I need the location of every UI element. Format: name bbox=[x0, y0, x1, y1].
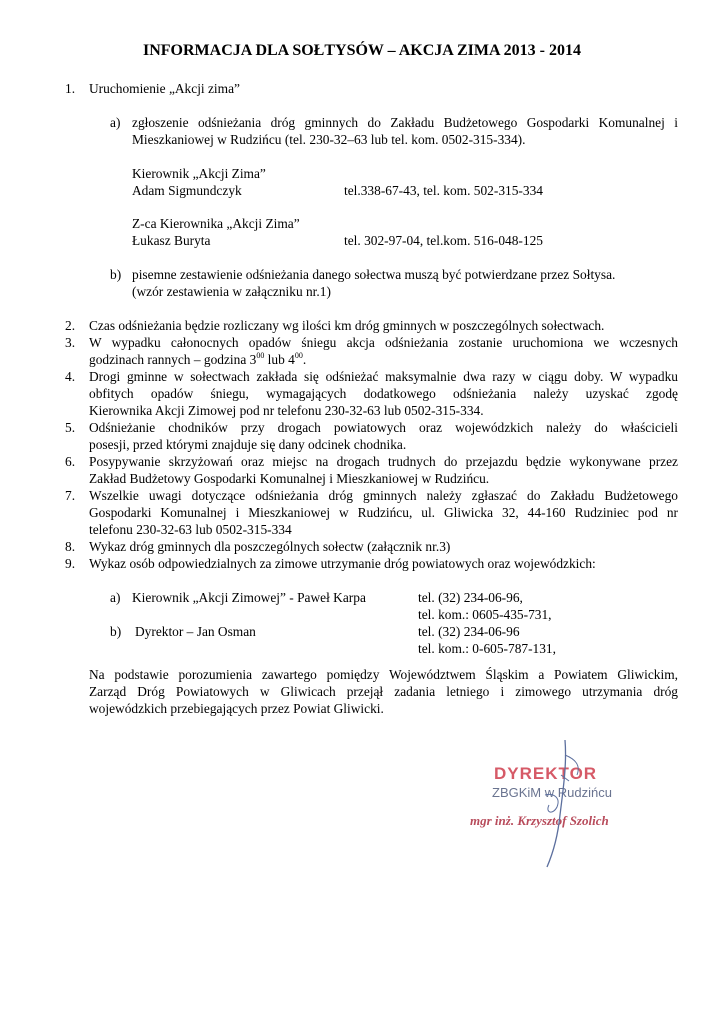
item-4-line-1: Drogi gminne w sołectwach zakłada się odśnieżać maksymalnie dwa razy w ciągu doby. W wypadku bbox=[89, 369, 678, 384]
item-number-3: 3. bbox=[65, 335, 76, 350]
item-7-line-2: Gospodarki Komunalnej i Mieszkaniowej w Rudzińcu, ul. Gliwicka 32, 44-160 Rudziniec pod nr bbox=[89, 505, 678, 520]
sub-item-b-line-2: (wzór zestawienia w załączniku nr.1) bbox=[132, 284, 331, 299]
contact-b-mobile: tel. kom.: 0-605-787-131, bbox=[418, 641, 556, 656]
contact-a-label: a) bbox=[110, 590, 121, 605]
item-6-line-2: Zakład Budżetowy Gospodarki Komunalnej i Mieszkaniowej w Rudzińcu. bbox=[89, 471, 490, 486]
item-7-line-3: telefonu 230-32-63 lub 0502-315-334 bbox=[89, 522, 292, 537]
sub-item-a-label: a) bbox=[110, 115, 121, 130]
item-1-text: Uruchomienie „Akcji zima” bbox=[89, 81, 240, 96]
item-number-1: 1. bbox=[65, 81, 76, 96]
item-number-2: 2. bbox=[65, 318, 76, 333]
item-2-text: Czas odśnieżania będzie rozliczany wg ilości km dróg gminnych w poszczególnych sołectwach. bbox=[89, 318, 605, 333]
item-number-9: 9. bbox=[65, 556, 76, 571]
item-3-line-2: godzinach rannych – godzina $3^{00}$ lub $4^{00}$. bbox=[89, 351, 307, 367]
item-8-text: Wykaz dróg gminnych dla poszczególnych sołectw (załącznik nr.3) bbox=[89, 539, 451, 554]
item-3-line-1: W wypadku całonocnych opadów śniegu akcja odśnieżania zostanie uruchomiona we wczesnych bbox=[89, 335, 678, 350]
item-number-4: 4. bbox=[65, 369, 76, 384]
item-number-8: 8. bbox=[65, 539, 76, 554]
item-5-line-2: posesji, przed którymi znajduje się dany odcinek chodnika. bbox=[89, 437, 407, 452]
contact-b-phone: tel. (32) 234-06-96 bbox=[418, 624, 520, 639]
document-title: INFORMACJA DLA SOŁTYSÓW – AKCJA ZIMA 2013 - 2014 bbox=[143, 42, 581, 59]
item-9-text: Wykaz osób odpowiedzialnych za zimowe utrzymanie dróg powiatowych oraz wojewódzkich: bbox=[89, 556, 596, 571]
stamp-name: mgr inż. Krzysztof Szolich bbox=[470, 813, 609, 828]
stamp-title: DYREKTOR bbox=[494, 764, 598, 783]
closing-line-1: Na podstawie porozumienia zawartego pomiędzy Województwem Śląskim a Powiatem Gliwickim, bbox=[89, 667, 678, 682]
zastepca-phone: tel. 302-97-04, tel.kom. 516-048-125 bbox=[344, 233, 543, 248]
signature bbox=[505, 735, 595, 875]
sub-item-a-line-1: zgłoszenie odśnieżania dróg gminnych do Zakładu Budżetowego Gospodarki Komunalnej i bbox=[132, 115, 678, 130]
item-4-line-3: Kierownika Akcji Zimowej pod nr telefonu 230-32-63 lub 0502-315-334. bbox=[89, 403, 484, 418]
stamp-organization: ZBGKiM w Rudzińcu bbox=[492, 785, 612, 800]
kierownik-phone: tel.338-67-43, tel. kom. 502-315-334 bbox=[344, 183, 543, 198]
contact-a-phone: tel. (32) 234-06-96, bbox=[418, 590, 523, 605]
item-number-6: 6. bbox=[65, 454, 76, 469]
item-number-7: 7. bbox=[65, 488, 76, 503]
item-4-line-2: obfitych opadów śniegu, wymagających dodatkowego odśnieżania należy uzyskać zgodę bbox=[89, 386, 678, 401]
zastepca-label: Z-ca Kierownika „Akcji Zima” bbox=[132, 216, 300, 231]
sub-item-a-line-2: Mieszkaniowej w Rudzińcu (tel. 230-32–63 lub tel. kom. 0502-315-334). bbox=[132, 132, 526, 147]
closing-line-2: Zarząd Dróg Powiatowych w Gliwicach przejął zadania letniego i zimowego utrzymania dróg bbox=[89, 684, 678, 699]
item-6-line-1: Posypywanie skrzyżowań oraz miejsc na drogach trudnych do przejazdu będzie wykonywane przez bbox=[89, 454, 678, 469]
kierownik-name: Adam Sigmundczyk bbox=[132, 183, 242, 198]
contact-b-label: b) bbox=[110, 624, 122, 639]
contact-a-name: Kierownik „Akcji Zimowej” - Paweł Karpa bbox=[132, 590, 366, 605]
contact-a-mobile: tel. kom.: 0605-435-731, bbox=[418, 607, 552, 622]
item-number-5: 5. bbox=[65, 420, 76, 435]
kierownik-label: Kierownik „Akcji Zima” bbox=[132, 166, 266, 181]
item-7-line-1: Wszelkie uwagi dotyczące odśnieżania dróg gminnych należy zgłaszać do Zakładu Budżetowego bbox=[89, 488, 678, 503]
sub-item-b-label: b) bbox=[110, 267, 122, 282]
closing-line-3: wojewódzkich przebiegających przez Powiat Gliwicki. bbox=[89, 701, 384, 716]
sub-item-b-line-1: pisemne zestawienie odśnieżania danego sołectwa muszą być potwierdzane przez Sołtysa. bbox=[132, 267, 616, 282]
zastepca-name: Łukasz Buryta bbox=[132, 233, 211, 248]
item-5-line-1: Odśnieżanie chodników przy drogach powiatowych oraz wojewódzkich należy do właścicieli bbox=[89, 420, 678, 435]
contact-b-name: Dyrektor – Jan Osman bbox=[135, 624, 256, 639]
